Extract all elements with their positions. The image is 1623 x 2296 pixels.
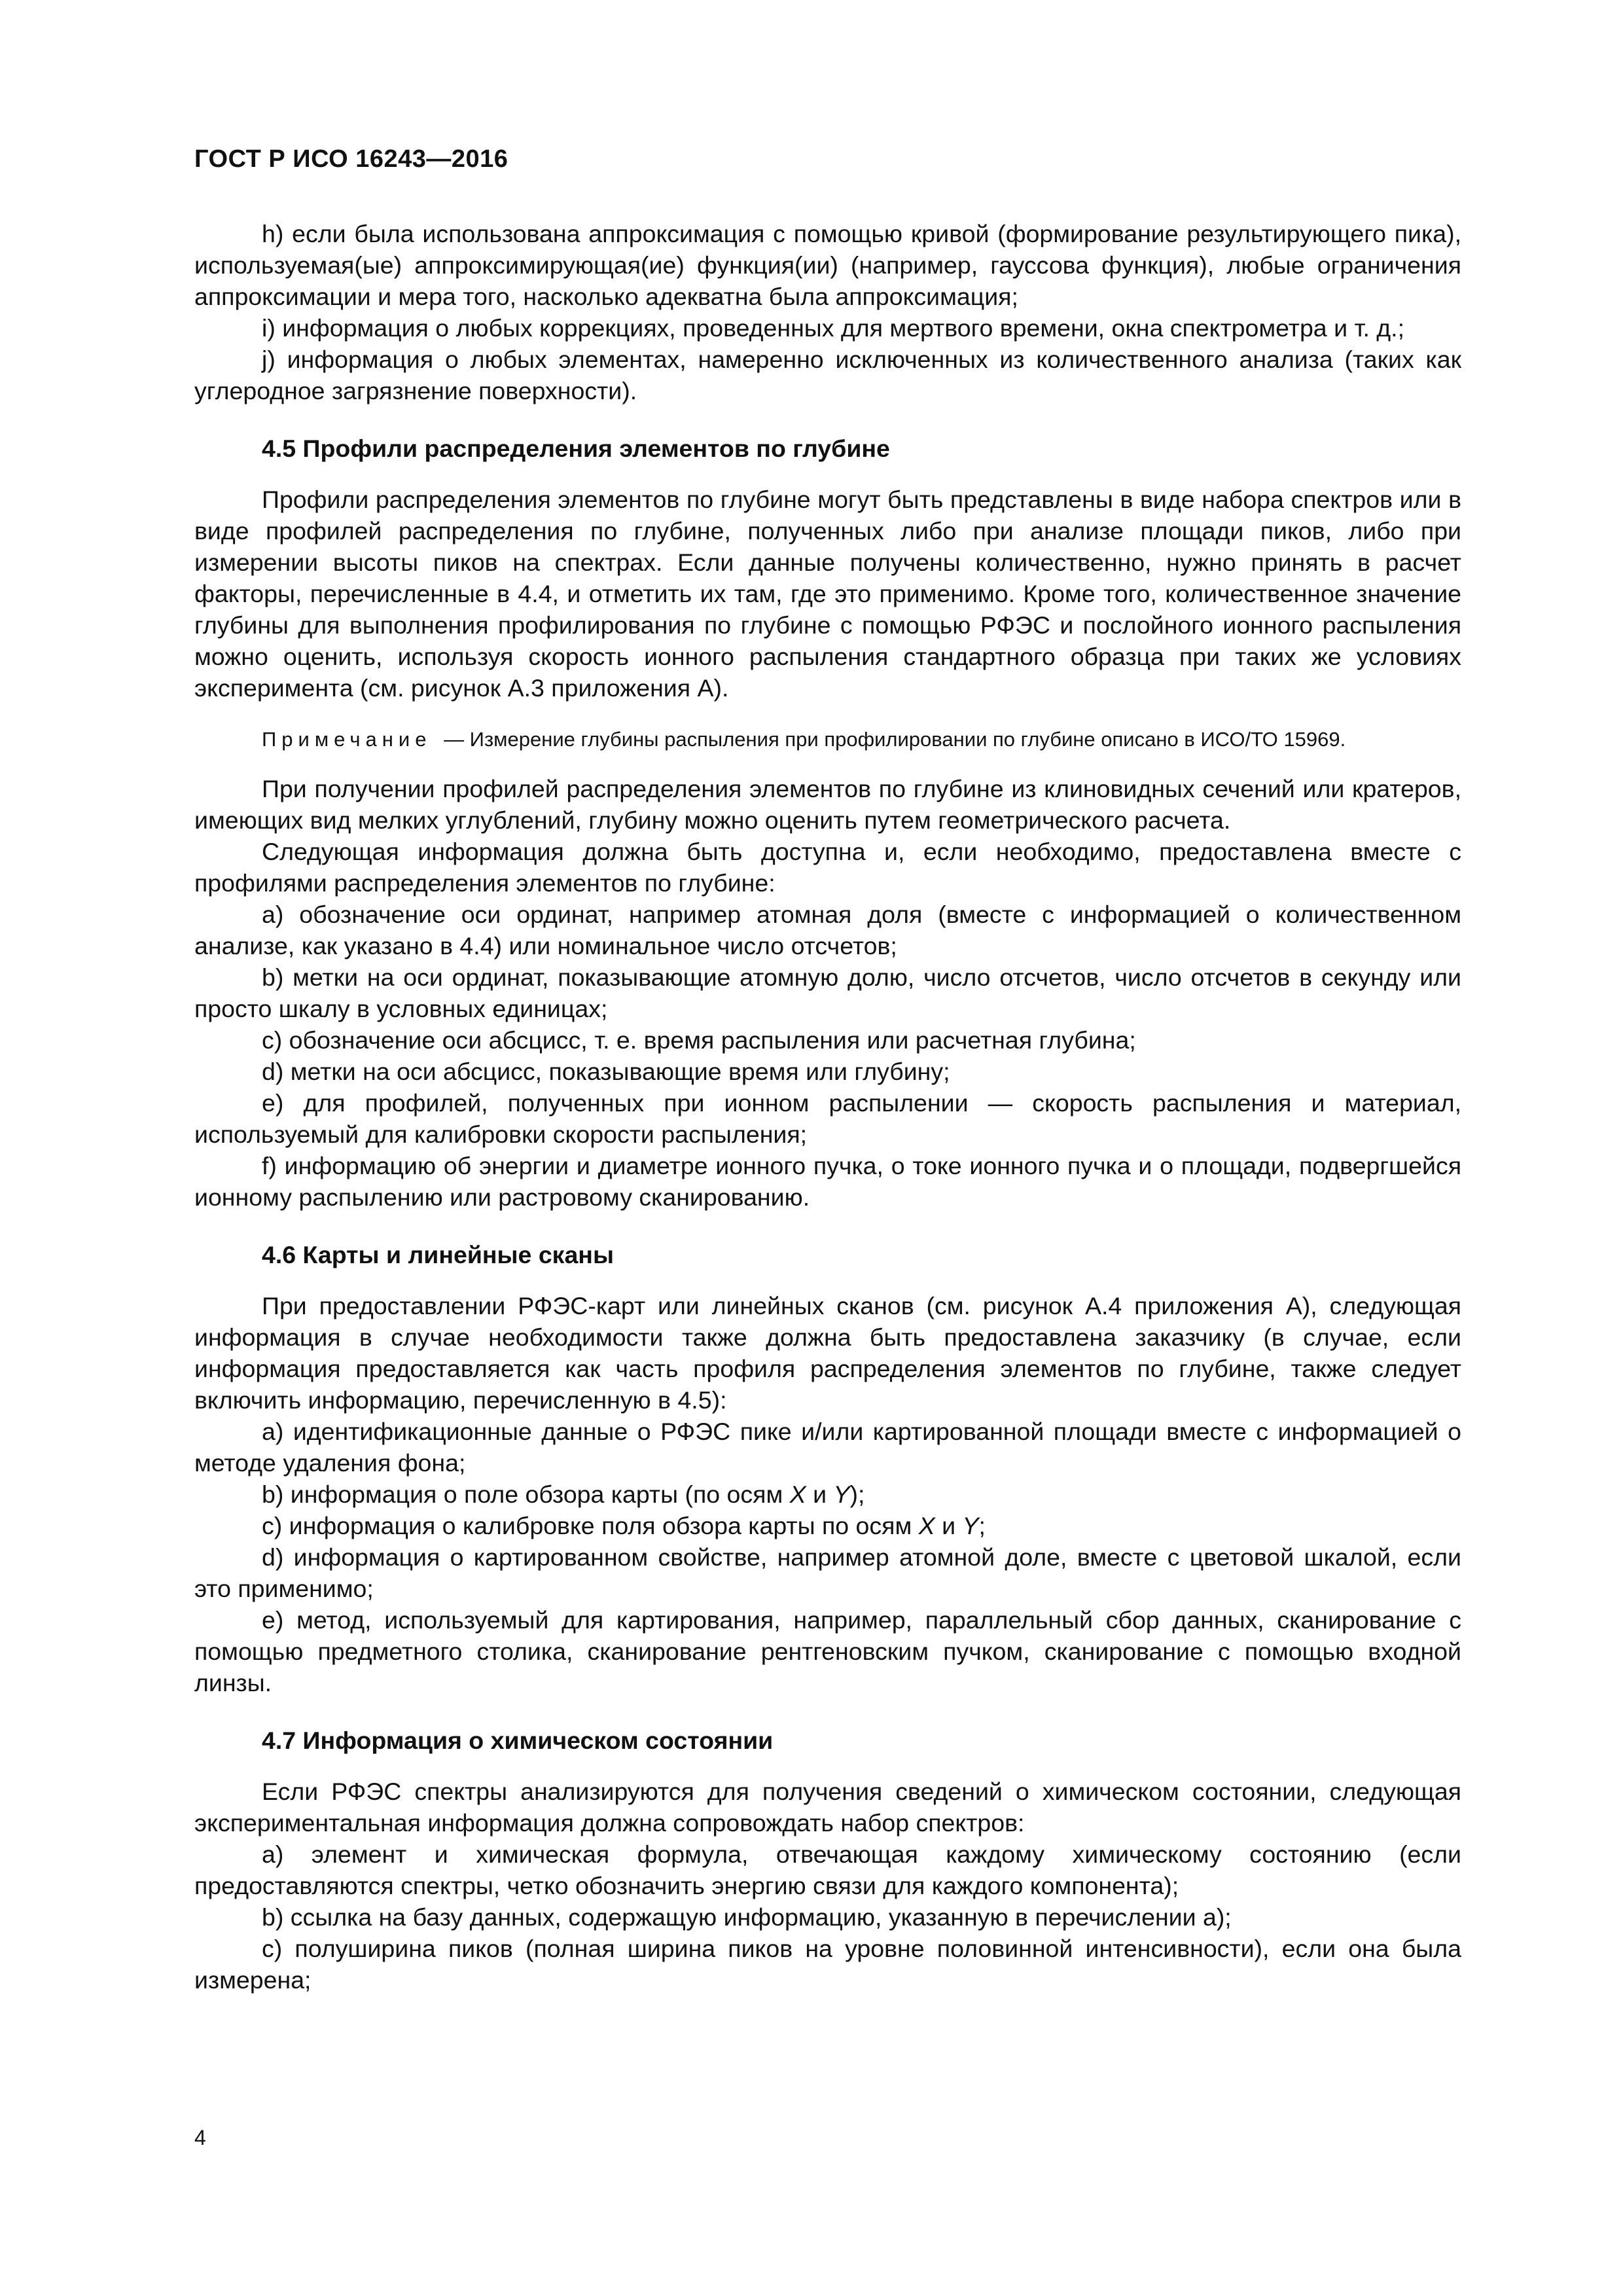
page-number: 4	[194, 2126, 206, 2149]
list-item-b: b) ссылка на базу данных, содержащую информацию, указанную в перечислении а);	[262, 1903, 1232, 1931]
paragraph: Следующая информация должна быть доступна и, если необходимо, предоставлена вместе с профилями распределения элементов по глубине:	[194, 838, 1461, 897]
list-item-h: h) если была использована аппроксимация с помощью кривой (формирование результирующего пика), используемая(ые) аппроксимирующая(ие) функция(ии) (например, гауссова функция), любые ограничения аппроксимации и мера того, насколько адекватна была аппроксимация;	[194, 220, 1461, 310]
list-item-c	[194, 1510, 1461, 1541]
paragraph: При получении профилей распределения элементов по глубине из клиновидных сечений или кратеров, имеющих вид мелких углублений, глубину можно оценить путем геометрического расчета.	[194, 775, 1461, 834]
list-item-a: a) идентификационные данные о РФЭС пике и/или картированной площади вместе с информацией о методе удаления фона;	[194, 1418, 1461, 1477]
list-item-c: c) обозначение оси абсцисс, т. е. время распыления или расчетная глубина;	[262, 1026, 1136, 1054]
axis-x: X	[789, 1480, 806, 1508]
list-item-e: e) метод, используемый для картирования, например, параллельный сбор данных, сканирование с помощью предметного столика, сканирование рентгеновским пучком, сканирование с помощью входной линзы.	[194, 1606, 1461, 1696]
section-heading-4-7: 4.7 Информация о химическом состоянии	[262, 1727, 774, 1754]
axis-y: Y	[833, 1480, 850, 1508]
paragraph: Профили распределения элементов по глубине могут быть представлены в виде набора спектров или в виде профилей распределения по глубине, полученных либо при анализе площади пиков, либо при измерении высоты пиков на спектрах. Если данные получены количественно, нужно принять в расчет факторы, перечисленные в 4.4, и отметить их там, где это применимо. Кроме того, количественное значение глубины для выполнения профилирования по глубине с помощью РФЭС и послойного ионного распыления можно оценить, используя скорость ионного распыления стандартного образца при таких же условиях эксперимента (см. рисунок А.3 приложения А).	[194, 486, 1461, 702]
text-run: ;	[978, 1512, 986, 1539]
list-item-c: c) полуширина пиков (полная ширина пиков на уровне половинной интенсивности), если она была измерена;	[194, 1935, 1461, 1994]
text-run: и	[806, 1480, 834, 1508]
list-item-a: a) элемент и химическая формула, отвечающая каждому химическому состоянию (если предоставляются спектры, четко обозначить энергию связи для каждого компонента);	[194, 1840, 1461, 1899]
text-run: c) информация о калибровке поля обзора карты по осям	[262, 1512, 919, 1539]
axis-x: X	[918, 1512, 935, 1539]
list-item-d: d) информация о картированном свойстве, например атомной доле, вместе с цветовой шкалой, если это применимо;	[194, 1543, 1461, 1602]
list-item-i: i) информация о любых коррекциях, проведенных для мертвого времени, окна спектрометра и т. д.;	[262, 314, 1405, 342]
text-run: и	[935, 1512, 963, 1539]
document-code: ГОСТ Р ИСО 16243—2016	[194, 145, 508, 173]
list-item-d: d) метки на оси абсцисс, показывающие время или глубину;	[262, 1058, 950, 1085]
list-item-b	[194, 1479, 1461, 1510]
list-item-e: e) для профилей, полученных при ионном распылении — скорость распыления и материал, используемый для калибровки скорости распыления;	[194, 1089, 1461, 1148]
list-item-a: a) обозначение оси ординат, например атомная доля (вместе с информацией о количественном анализе, как указано в 4.4) или номинальное число отсчетов;	[194, 901, 1461, 960]
section-heading-4-5: 4.5 Профили распределения элементов по глубине	[262, 435, 890, 462]
document-body	[194, 218, 1461, 1996]
note-label: Примечание	[262, 728, 432, 751]
text-run: );	[849, 1480, 865, 1508]
section-heading-4-6: 4.6 Карты и линейные сканы	[262, 1241, 614, 1268]
note	[194, 726, 1461, 753]
paragraph: При предоставлении РФЭС-карт или линейных сканов (см. рисунок А.4 приложения А), следующая информация в случае необходимости также должна быть предоставлена заказчику (в случае, если информация предоставляется как часть профиля распределения элементов по глубине, также следует включить информацию, перечисленную в 4.5):	[194, 1292, 1461, 1414]
list-item-b: b) метки на оси ординат, показывающие атомную долю, число отсчетов, число отсчетов в секунду или просто шкалу в условных единицах;	[194, 963, 1461, 1022]
list-item-f: f) информацию об энергии и диаметре ионного пучка, о токе ионного пучка и о площади, подвергшейся ионному распылению или растровому сканированию.	[194, 1152, 1461, 1211]
paragraph: Если РФЭС спектры анализируются для получения сведений о химическом состоянии, следующая экспериментальная информация должна сопровождать набор спектров:	[194, 1778, 1461, 1837]
text-run: b) информация о поле обзора карты (по осям	[262, 1480, 790, 1508]
axis-y: Y	[962, 1512, 979, 1539]
list-item-j: j) информация о любых элементах, намеренно исключенных из количественного анализа (таких как углеродное загрязнение поверхности).	[194, 346, 1461, 404]
note-text: — Измерение глубины распыления при профилировании по глубине описано в ИСО/ТО 15969.	[444, 728, 1346, 751]
